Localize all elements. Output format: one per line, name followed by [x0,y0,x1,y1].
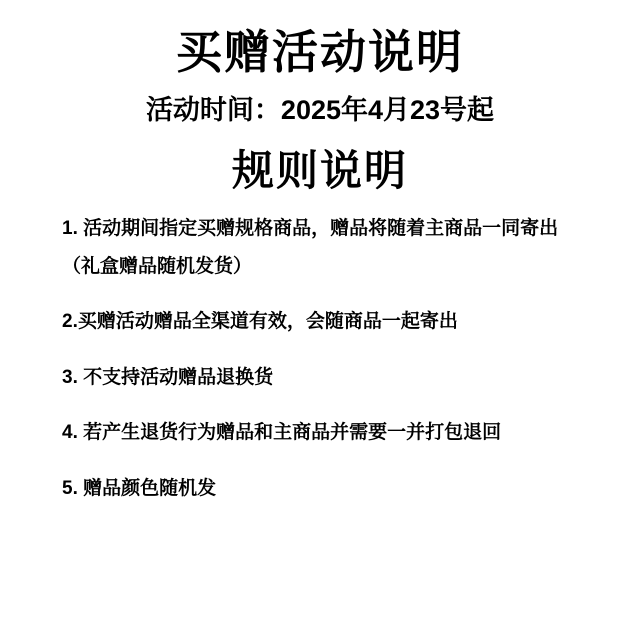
page-title: 买赠活动说明 [176,26,464,78]
list-item: 4. 若产生退货行为赠品和主商品并需要一并打包退回 [62,422,502,444]
activity-period: 活动时间：2025年4月23号起 [145,94,495,125]
list-item-continuation: （礼盒赠品随机发货） [62,255,253,277]
rules-list [34,214,606,529]
list-item: 5. 赠品颜色随机发 [62,477,217,499]
rules-section-title: 规则说明 [231,146,408,194]
list-item: 1. 活动期间指定买赠规格商品，赠品将随着主商品一同寄出 [62,218,559,240]
list-item: 3. 不支持活动赠品退换货 [62,366,274,388]
list-item: 2.买赠活动赠品全渠道有效，会随商品一起寄出 [62,311,458,333]
